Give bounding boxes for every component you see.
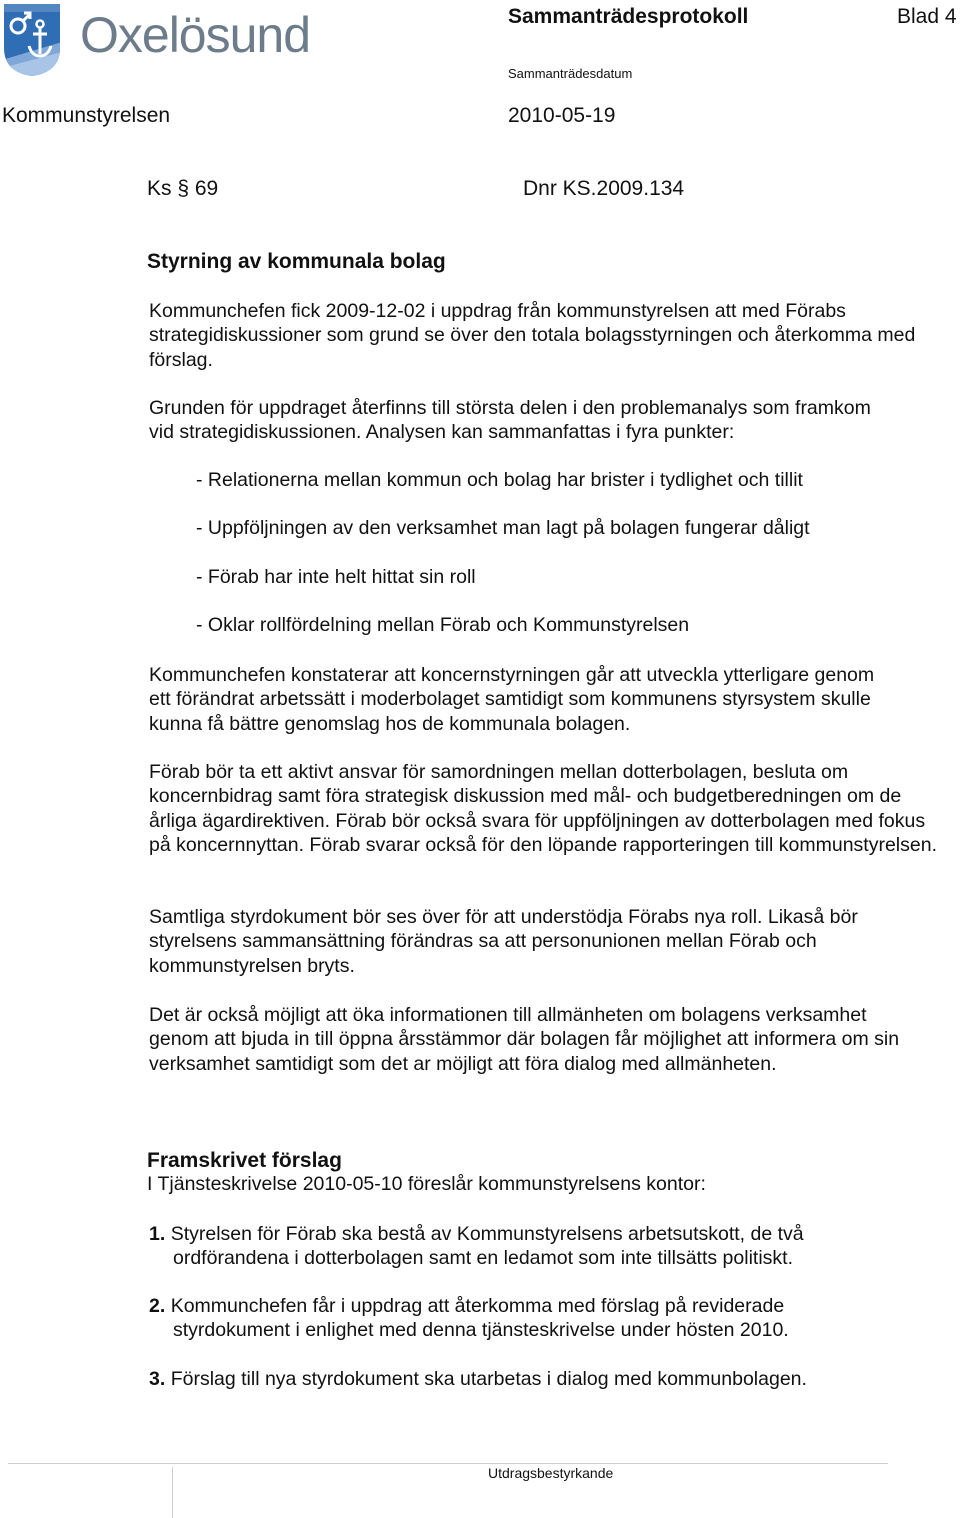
footer-signature-box-divider	[172, 1467, 173, 1518]
governing-body: Kommunstyrelsen	[2, 104, 171, 127]
list-item: - Uppföljningen av den verksamhet man lagt på bolagen fungerar dåligt	[196, 517, 810, 539]
proposal-item: 3. Förslag till nya styrdokument ska utarbetas i dialog med kommunbolagen.	[149, 1368, 807, 1390]
case-paragraph-number: Ks § 69	[147, 177, 219, 200]
paragraph-steering-documents: Samtliga styrdokument bör ses över för att understödja Förabs nya roll. Likaså bör styrelsens sammansättning förändras sa att personunionen mellan Förab och kommunstyrelsen bryts.	[149, 906, 858, 977]
list-item: - Relationerna mellan kommun och bolag har brister i tydlighet och tillit	[196, 469, 803, 491]
footer-divider	[8, 1463, 888, 1464]
footer-attestation-label: Utdragsbestyrkande	[488, 1465, 614, 1481]
list-item: - Förab har inte helt hittat sin roll	[196, 566, 476, 588]
document-title: Sammanträdesprotokoll	[508, 5, 749, 28]
paragraph-group-governance: Kommunchefen konstaterar att koncernstyrningen går att utveckla ytterligare genom ett förändrat arbetssätt i moderbolaget samtidigt som kommunens styrsystem skulle kunna få bättre genomslag hos de kommunala bolagen.	[149, 664, 875, 735]
paragraph-analysis	[149, 396, 957, 445]
list-item: - Oklar rollfördelning mellan Förab och Kommunstyrelsen	[196, 614, 690, 636]
oxelosund-shield-logo	[2, 2, 62, 78]
meeting-date: 2010-05-19	[508, 104, 616, 127]
case-registration-number: Dnr KS.2009.134	[523, 177, 685, 200]
proposal-intro: I Tjänsteskrivelse 2010-05-10 föreslår kommunstyrelsens kontor:	[147, 1173, 706, 1195]
meeting-date-label: Sammanträdesdatum	[508, 66, 633, 81]
paragraph-assignment: Kommunchefen fick 2009-12-02 i uppdrag från kommunstyrelsen att med Förabs strategidiskussioner som grund se över den totala bolagsstyrningen och återkomma med förslag.	[149, 300, 916, 371]
logo-wordmark: Oxelösund	[80, 7, 311, 63]
proposal-heading: Framskrivet förslag	[147, 1149, 342, 1172]
proposal-item: 2. Kommunchefen får i uppdrag att återkomma med förslag på reviderade styrdokument i enlighet med denna tjänsteskrivelse under hösten 2010.	[149, 1295, 789, 1342]
section-heading: Styrning av kommunala bolag	[147, 250, 446, 273]
paragraph-public-information: Det är också möjligt att öka informationen till allmänheten om bolagens verksamhet genom att bjuda in till öppna årsstämmor där bolagen får möjlighet att informera om sin verksamhet samtidigt som det ar möjligt att föra dialog med allmänheten.	[149, 1004, 900, 1075]
paragraph-analysis-line2: vid strategidiskussionen. Analysen kan sammanfattas i fyra punkter:	[149, 421, 735, 444]
paragraph-analysis-line1: Grunden för uppdraget återfinns till största delen i den problemanalys som framkom	[149, 397, 871, 419]
paragraph-forab-responsibility: Förab bör ta ett aktivt ansvar för samordningen mellan dotterbolagen, besluta om koncernbidrag samt föra strategisk diskussion med mål- och budgetberedningen om de årliga ägardirektiven. Förab bör också svara för uppföljningen av dotterbolagen med fokus på koncernnyttan. Förab svarar också för den löpande rapporteringen till kommunstyrelsen.	[149, 761, 937, 856]
proposal-item: 1. Styrelsen för Förab ska bestå av Kommunstyrelsens arbetsutskott, de två ordförandena i dotterbolagen samt en ledamot som inte tillsätts politiskt.	[149, 1223, 804, 1270]
page-number: Blad 4	[897, 5, 957, 28]
